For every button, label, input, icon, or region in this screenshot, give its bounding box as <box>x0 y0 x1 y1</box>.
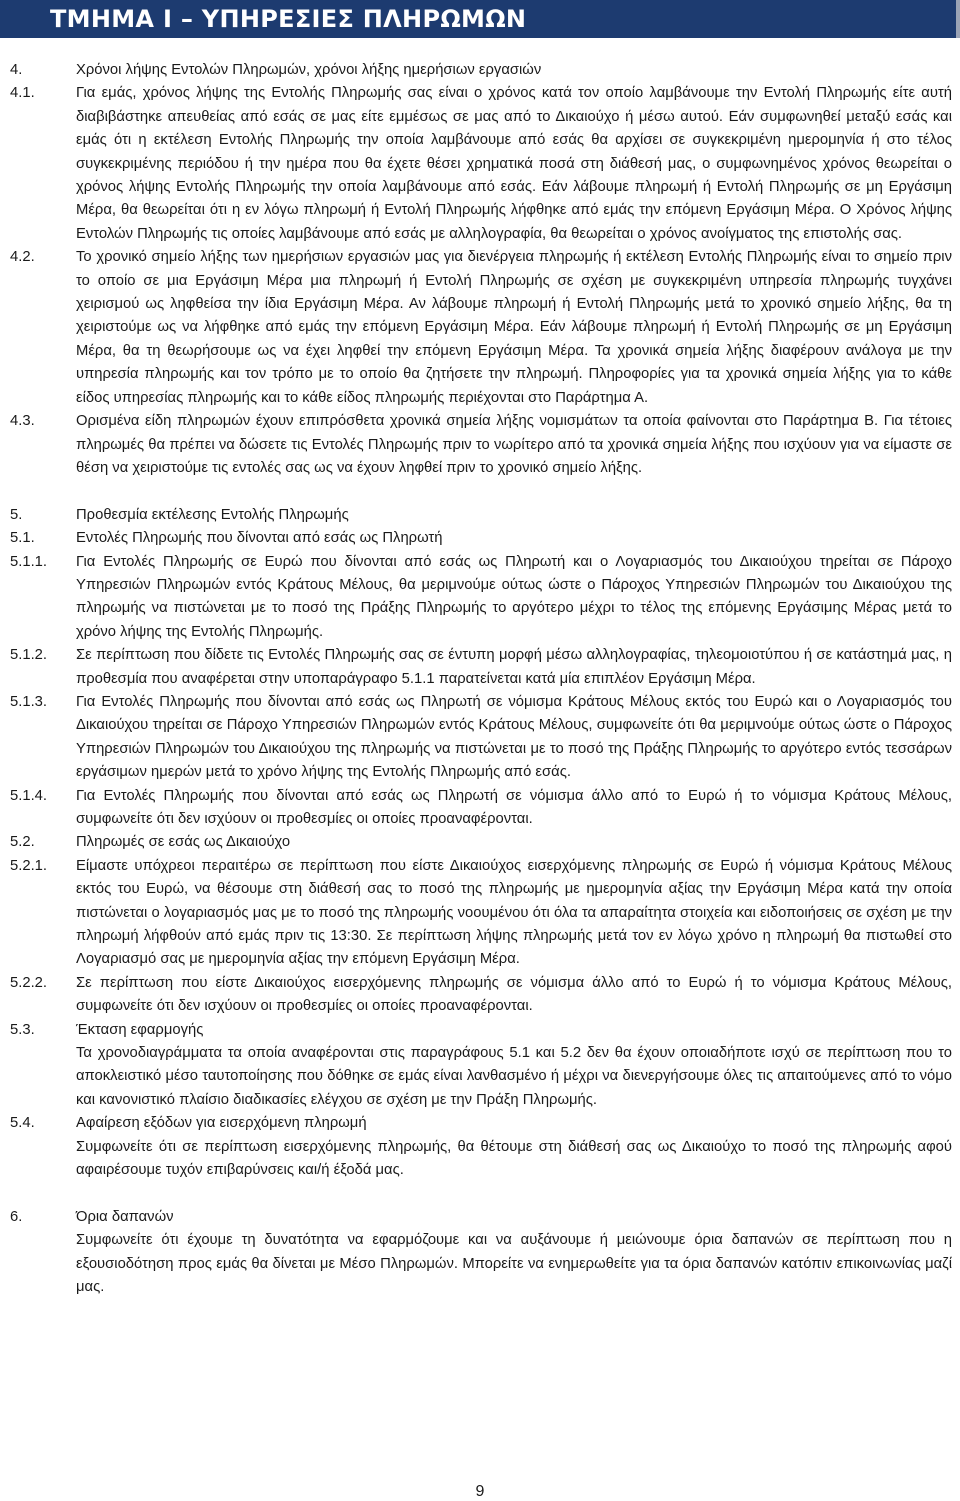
heading-5-2 <box>10 831 952 854</box>
clause-number: 5.2.1. <box>10 857 48 874</box>
clause-5-4-body <box>10 1136 952 1183</box>
clause-heading: Προθεσμία εκτέλεσης Εντολής Πληρωμής <box>76 506 349 523</box>
heading-5-1 <box>10 527 952 550</box>
clause-text: Τα χρονοδιαγράμματα τα οποία αναφέρονται στις παραγράφους 5.1 και 5.2 δεν θα έχουν οποιαδήποτε ισχύ σε περίπτωση που το αποκλειστικό μέσο ταυτοποίησης που δόθηκε σε εμάς είναι λανθασμένο ή μέχρι να διενεργήσουμε όλες τις απαιτούμενες από το νόμο και κανονιστικό πλαίσιο διαδικασίες ελέγχου σε σχέση με την Πράξη Πληρωμής. <box>76 1045 952 1108</box>
clause-number: 5.1.3. <box>10 693 48 710</box>
clause-4-2 <box>10 246 952 410</box>
clause-heading: Έκταση εφαρμογής <box>76 1021 204 1038</box>
clause-heading: Χρόνοι λήψης Εντολών Πληρωμών, χρόνοι λήξης ημερήσιων εργασιών <box>76 62 542 78</box>
section-header-bar <box>0 0 960 38</box>
clause-5-3-body <box>10 1042 952 1112</box>
clause-heading: Αφαίρεση εξόδων για εισερχόμενη πληρωμή <box>76 1115 367 1132</box>
clause-6-body <box>10 1229 952 1299</box>
clause-number: 5.2. <box>10 834 35 851</box>
clause-5-1-2 <box>10 644 952 691</box>
clause-text: Για Εντολές Πληρωμής που δίνονται από εσάς ως Πληρωτή σε νόμισμα Κράτους Μέλους εκτός του Ευρώ και ο Λογαριασμός του Δικαιούχου τηρείται σε Πάροχο Υπηρεσιών Πληρωμών εντός Κράτους Μέλους, συμφωνείτε ότι θα μεριμνούμε ούτως ώστε ο Πάροχος Υπηρεσιών Πληρωμών του Δικαιούχου της πληρωμής να πιστώνεται με το ποσό της Πράξης Πληρωμής το αργότερο εντός τεσσάρων εργάσιμων ημερών μετά το χρόνο λήψης της Εντολής Πληρωμής από εσάς. <box>76 693 952 781</box>
clause-number: 5.1.1. <box>10 553 48 570</box>
clause-5-2-1 <box>10 855 952 972</box>
clause-text: Συμφωνείτε ότι σε περίπτωση εισερχόμενης πληρωμής, θα θέτουμε στη διάθεσή σας ως Δικαιούχο το ποσό της πληρωμής αφού αφαιρέσουμε τυχόν επιβαρύνσεις και/ή έξοδά μας. <box>76 1138 952 1179</box>
clause-text: Για Εντολές Πληρωμής σε Ευρώ που δίνονται από εσάς ως Πληρωτή και ο Λογαριασμός του Δικαιούχου τηρείται σε Πάροχο Υπηρεσιών Πληρωμών εντός Κράτους Μέλους, θα μεριμνούμε ούτως ώστε ο Πάροχος Υπηρεσιών Πληρωμών του Δικαιούχου της πληρωμής να πιστώνεται με το ποσό της Πράξης Πληρωμής το αργότερο μέχρι το τέλος της επόμενης Εργάσιμης Μέρας μετά το χρόνο λήψης της Εντολής Πληρωμής. <box>76 553 952 640</box>
heading-6 <box>10 1206 952 1229</box>
clause-heading: Όρια δαπανών <box>76 1208 174 1225</box>
clause-text: Για Εντολές Πληρωμής που δίνονται από εσάς ως Πληρωτή σε νόμισμα άλλο από το Ευρώ ή το νόμισμα Κράτους Μέλους, συμφωνείτε ότι δεν ισχύουν οι προθεσμίες οι οποίες προαναφέρονται. <box>76 787 952 827</box>
heading-5 <box>10 504 952 527</box>
clause-number: 5.1. <box>10 530 35 547</box>
clause-number: 5.1.4. <box>10 787 48 804</box>
clause-number: 5.3. <box>10 1021 35 1038</box>
heading-4 <box>10 59 952 82</box>
clause-text: Σε περίπτωση που δίδετε τις Εντολές Πληρωμής σας σε έντυπη μορφή μέσω αλληλογραφίας, τηλεομοιοτύπου ή σε κατάστημά μας, η προθεσμία που αναφέρεται στην υποπαράγραφο 5.1.1 παρατείνεται κατά μία επιπλέον Εργάσιμη Μέρα. <box>76 647 952 687</box>
clause-number: 4. <box>10 62 23 78</box>
clause-number: 4.2. <box>10 249 35 266</box>
clause-text: Για εμάς, χρόνος λήψης της Εντολής Πληρωμής σας είναι ο χρόνος κατά τον οποίο λαμβάνουμε την Εντολή Πληρωμής είτε αυτή διαβιβάστηκε απευθείας από εσάς σε μας είτε εμμέσως σε μας από το Δικαιούχο ή μέσω αυτού. Εάν συμφωνηθεί μεταξύ εσάς και εμάς ότι η εκτέλεση Εντολής Πληρωμής την οποία λαμβάνουμε από εσάς θα αρχίσει σε συγκεκριμένη ημερομηνία ή στο τέλος συγκεκριμένης περιόδου ή την ημέρα που θα έχετε θέσει χρηματικά ποσά στη διάθεσή μας, ο συμφωνημένος χρόνος θεωρείται ο χρόνος λήψης Εντολής Πληρωμής την οποία λαμβάνουμε από εσάς. Εάν λάβουμε πληρωμή ή Εντολή Πληρωμής σε μη Εργάσιμη Μέρα, θα θεωρείται ότι η εν λόγω πληρωμή ή Εντολή Πληρωμής λήφθηκε από εμάς την επόμενη Εργάσιμη Μέρα. Ο Χρόνος λήψης Εντολών Πληρωμής τις οποίες λαμβάνουμε από εσάς με αλληλογραφία, θα θεωρείται ο χρόνος ανοίγματος της επιστολής σας. <box>76 85 952 242</box>
clause-text: Σε περίπτωση που είστε Δικαιούχος εισερχόμενης πληρωμής σε νόμισμα άλλο από το Ευρώ ή το νόμισμα Κράτους Μέλους, συμφωνείτε ότι δεν ισχύουν οι προθεσμίες οι οποίες προαναφέρονται. <box>76 974 952 1015</box>
clause-number: 5. <box>10 506 23 523</box>
heading-5-4 <box>10 1112 952 1135</box>
clause-number <box>10 1042 76 1112</box>
clause-number <box>10 1229 76 1299</box>
document-body <box>10 59 952 1300</box>
clause-number: 5.4. <box>10 1115 35 1132</box>
clause-5-1-4 <box>10 785 952 832</box>
clause-5-2-2 <box>10 972 952 1019</box>
clause-number: 5.1.2. <box>10 647 48 664</box>
clause-text: Είμαστε υπόχρεοι περαιτέρω σε περίπτωση που είστε Δικαιούχος εισερχόμενης πληρωμής σε Ευρώ ή νόμισμα Κράτους Μέλους εκτός του Ευρώ, να θέσουμε στη διάθεσή σας το ποσό της πληρωμής με ημερομηνία αξίας την Εργάσιμη Μέρα κατά την οποία πιστώνεται ο λογαριασμός μας με το ποσό της πληρωμής νοουμένου ότι όλα τα απαραίτητα στοιχεία και ειδοποιήσεις σε σχέση με την πληρωμή λήφθούν από εμάς πριν τις 13:30. Σε περίπτωση λήψης πληρωμής μετά τον εν λόγω χρόνο η πληρωμή θα πιστωθεί στο Λογαριασμό σας με ημερομηνία αξίας την επόμενη Εργάσιμη Μέρα. <box>76 857 952 968</box>
clause-number <box>10 1136 76 1183</box>
clause-heading: Εντολές Πληρωμής που δίνονται από εσάς ως Πληρωτή <box>76 530 443 547</box>
spacer <box>10 1182 952 1205</box>
section-title: ΤΜΗΜΑ Ι – ΥΠΗΡΕΣΙΕΣ ΠΛΗΡΩΜΩΝ <box>50 5 527 33</box>
page-number: 9 <box>475 1483 485 1500</box>
clause-number: 6. <box>10 1208 23 1225</box>
clause-heading: Πληρωμές σε εσάς ως Δικαιούχο <box>76 834 291 851</box>
heading-5-3 <box>10 1019 952 1042</box>
clause-5-1-3 <box>10 691 952 785</box>
clause-text: Ορισμένα είδη πληρωμών έχουν επιπρόσθετα χρονικά σημεία λήξης νομισμάτων τα οποία φαίνονται στο Παράρτημα Β. Για τέτοιες πληρωμές θα πρέπει να δώσετε τις Εντολές Πληρωμής πριν το νωρίτερο από τα χρονικά σημεία λήξης που ισχύουν για να είμαστε σε θέση να χειριστούμε τις εντολές σας ως να έχουν ληφθεί πριν το χρονικό σημείο λήξης. <box>76 413 952 476</box>
spacer <box>10 480 952 503</box>
clause-text: Το χρονικό σημείο λήξης των ημερήσιων εργασιών μας για διενέργεια πληρωμής ή εκτέλεση Εντολής Πληρωμής είναι το σημείο πριν το οποίο σε μια Εργάσιμη Μέρα μια πληρωμή ή Εντολή Πληρωμής σε σχέση με συγκεκριμένη υπηρεσία πληρωμής τυγχάνει χειρισμού ως ληφθείσα την ίδια Εργάσιμη Μέρα. Αν λάβουμε πληρωμή ή Εντολή Πληρωμής μετά το χρονικό σημείο λήξης, θα τη χειριστούμε ως να λήφθηκε από εμάς την επόμενη Εργάσιμη Μέρα. Εάν λάβουμε πληρωμή ή Εντολή Πληρωμής σε μη Εργάσιμη Μέρα, θα τη θεωρήσουμε ως να έχει ληφθεί την επόμενη Εργάσιμη Μέρα. Τα χρονικά σημεία λήξης διαφέρουν ανάλογα με την υπηρεσία πληρωμής και τον τρόπο με το οποίο θα ζητήσετε την πληρωμή. Πληροφορίες για τα χρονικά σημεία λήξης για το κάθε είδος υπηρεσίας πληρωμής και το κάθε είδος πληρωμής περιέχονται στο Παράρτημα Α. <box>76 249 952 406</box>
clause-text: Συμφωνείτε ότι έχουμε τη δυνατότητα να εφαρμόζουμε και να αυξάνουμε ή μειώνουμε όρια δαπανών σε περίπτωση που η εξουσιοδότηση προς εμάς θα δίνεται με Μέσο Πληρωμών. Μπορείτε να ενημερωθείτε για τα όρια δαπανών κατόπιν επικοινωνίας μαζί μας. <box>76 1232 952 1296</box>
clause-number: 5.2.2. <box>10 974 48 991</box>
clause-4-3 <box>10 410 952 480</box>
clause-4-1 <box>10 82 952 246</box>
clause-5-1-1 <box>10 551 952 645</box>
clause-number: 4.1. <box>10 85 35 102</box>
clause-number: 4.3. <box>10 413 35 430</box>
